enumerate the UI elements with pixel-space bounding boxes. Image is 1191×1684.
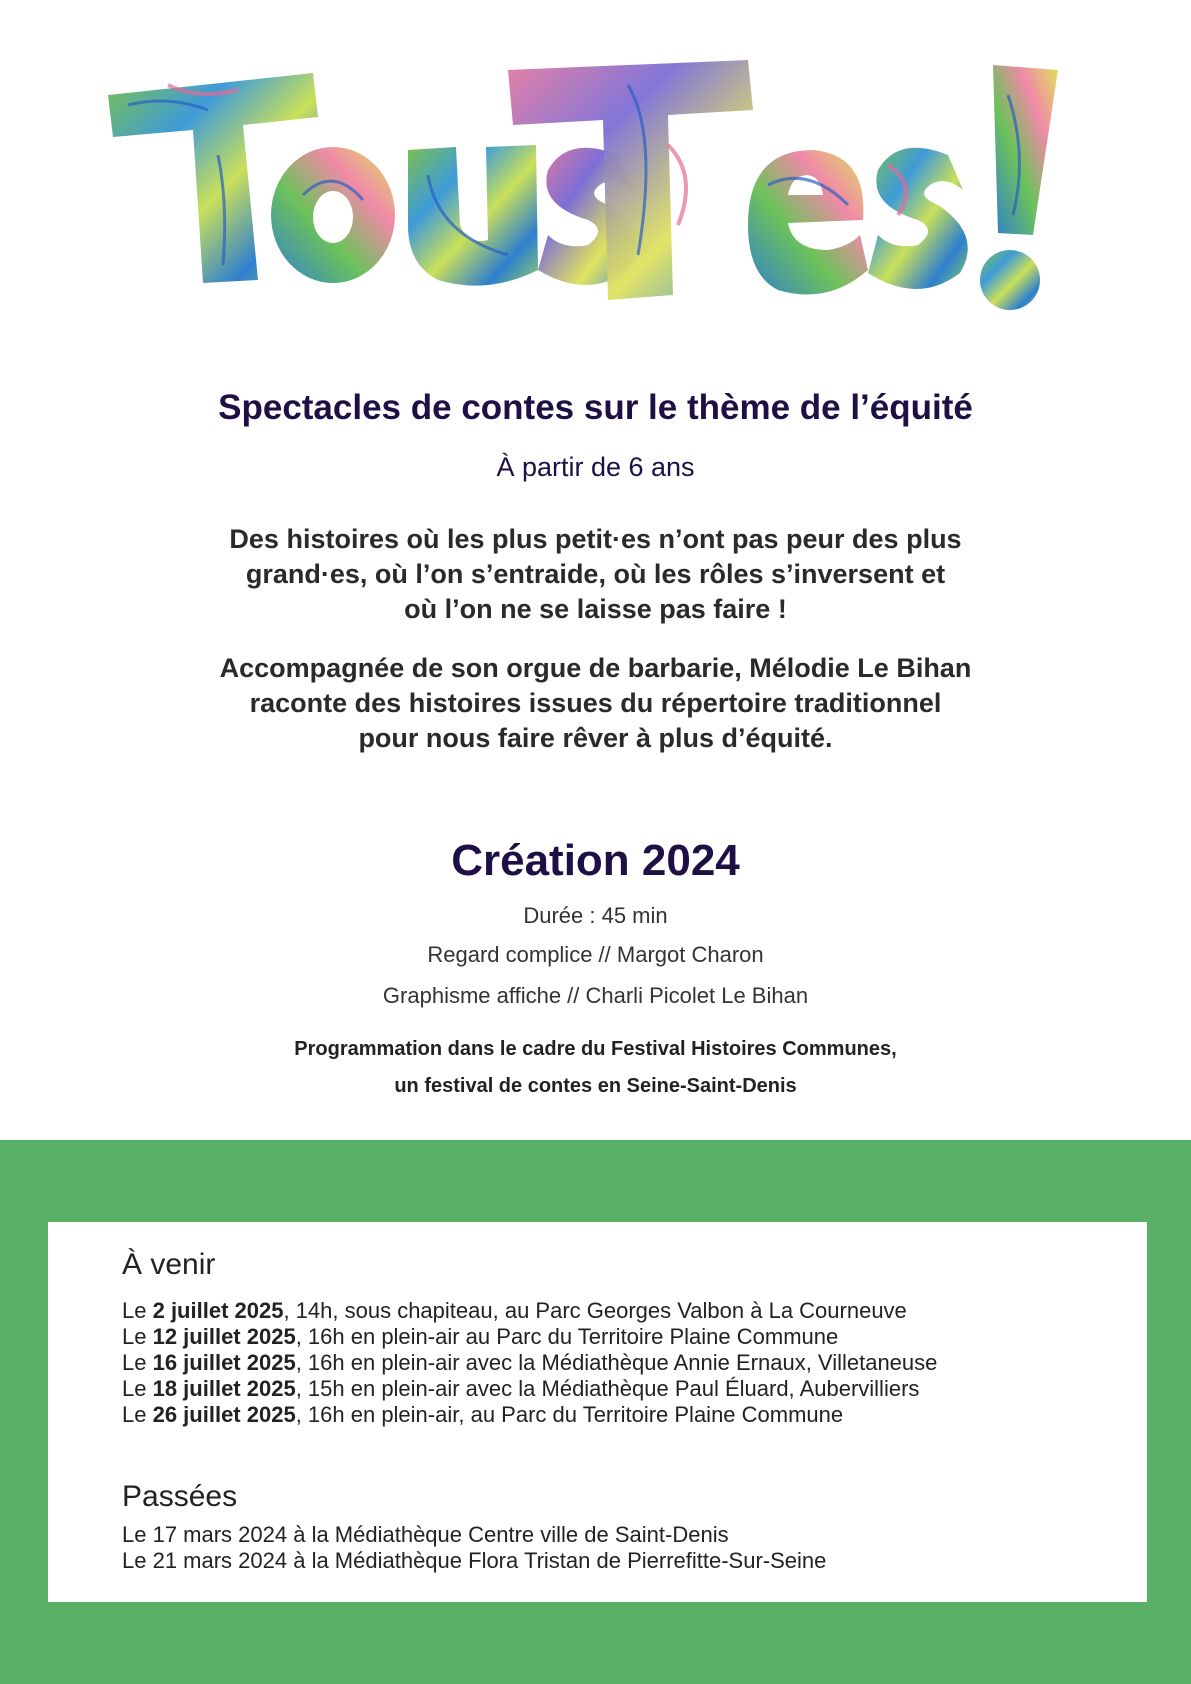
- graphisme-credit: Graphisme affiche // Charli Picolet Le Bihan: [382, 983, 809, 1008]
- description-line: Accompagnée de son orgue de barbarie, Mélodie Le Bihan: [219, 653, 972, 683]
- logo-letter-e: [748, 150, 868, 295]
- toustes-logo: [108, 55, 1083, 345]
- list-item: Le 18 juillet 2025, 15h en plein-air avec la Médiathèque Paul Éluard, Aubervilliers: [122, 1376, 920, 1401]
- upcoming-list: [122, 1298, 937, 1428]
- festival-line-1: Programmation dans le cadre du Festival Histoires Communes,: [294, 1038, 897, 1060]
- past-list: [122, 1522, 826, 1574]
- toustes-logo-artwork: [108, 55, 1083, 345]
- list-item: Le 17 mars 2024 à la Médiathèque Centre ville de Saint-Denis: [122, 1522, 729, 1547]
- list-item: Le 21 mars 2024 à la Médiathèque Flora Tristan de Pierrefitte-Sur-Seine: [122, 1548, 827, 1573]
- creation-title: Création 2024: [451, 836, 740, 885]
- past-title: Passées: [122, 1480, 238, 1513]
- description-line: Des histoires où les plus petit·es n’ont pas peur des plus: [229, 524, 962, 554]
- festival-line-2: un festival de contes en Seine-Saint-Denis: [394, 1075, 797, 1097]
- logo-letter-exclamation: [993, 65, 1058, 235]
- age-range: À partir de 6 ans: [496, 452, 695, 482]
- dates-card: [48, 1222, 1147, 1602]
- logo-letter-u: [408, 145, 538, 286]
- regard-credit: Regard complice // Margot Charon: [427, 942, 764, 967]
- list-item: Le 2 juillet 2025, 14h, sous chapiteau, au Parc Georges Valbon à La Courneuve: [122, 1298, 907, 1323]
- description-line: raconte des histoires issues du répertoire traditionnel: [249, 688, 942, 718]
- description-paragraph-1: [0, 522, 1191, 627]
- description-line: grand·es, où l’on s’entraide, où les rôles s’inversent et: [245, 559, 946, 589]
- list-item: Le 26 juillet 2025, 16h en plein-air, au Parc du Territoire Plaine Commune: [122, 1402, 844, 1427]
- description-paragraph-2: [0, 651, 1191, 756]
- upcoming-title: À venir: [122, 1248, 216, 1281]
- description-line: où l’on ne se laisse pas faire !: [404, 594, 787, 624]
- subtitle: Spectacles de contes sur le thème de l’équité: [218, 388, 973, 427]
- description-line: pour nous faire rêver à plus d’équité.: [358, 723, 833, 753]
- list-item: Le 12 juillet 2025, 16h en plein-air au Parc du Territoire Plaine Commune: [122, 1324, 839, 1349]
- list-item: Le 16 juillet 2025, 16h en plein-air avec la Médiathèque Annie Ernaux, Villetaneuse: [122, 1350, 938, 1375]
- duration: Durée : 45 min: [523, 903, 668, 928]
- logo-letter-s2: [868, 148, 968, 289]
